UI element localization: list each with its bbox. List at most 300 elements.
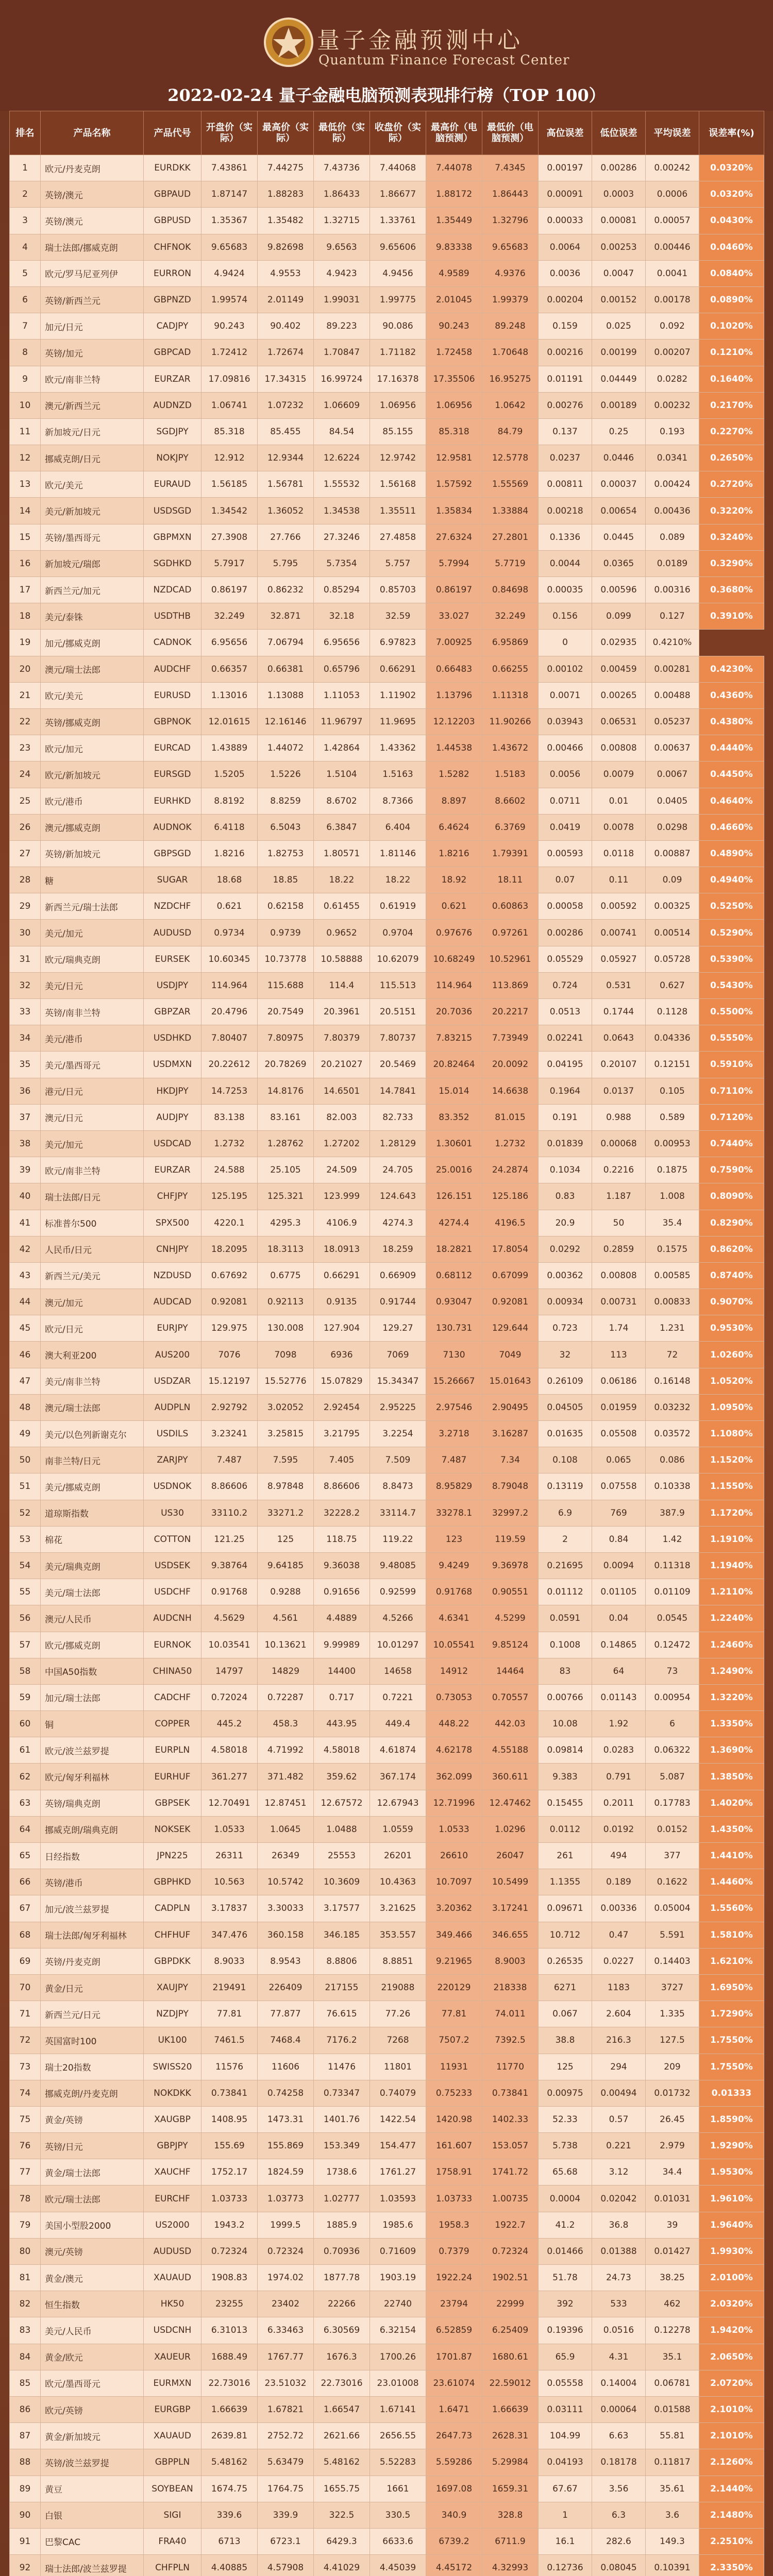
table-cell: EURDKK [144, 155, 201, 181]
table-cell: 0.01143 [592, 1684, 646, 1710]
table-cell: 22999 [482, 2291, 539, 2317]
table-cell: 114.4 [314, 972, 370, 998]
table-cell: 0.00975 [539, 2080, 592, 2106]
table-row [10, 708, 764, 735]
table-cell: 0.00216 [539, 340, 592, 366]
table-cell: SUGAR [144, 867, 201, 893]
table-cell: 12.912 [201, 445, 258, 471]
table-cell: GBPSGD [144, 840, 201, 867]
table-cell: 1.27202 [314, 1130, 370, 1157]
table-cell: 1655.75 [314, 2476, 370, 2502]
table-cell: 70 [10, 1974, 41, 2001]
table-cell: 0.11817 [646, 2449, 699, 2476]
table-cell: GBPZAR [144, 999, 201, 1025]
table-cell: 6711.9 [482, 2528, 539, 2554]
table-cell: 10.62079 [370, 946, 426, 972]
table-cell: 1.1720% [699, 1500, 764, 1526]
table-cell: 6.97823 [370, 630, 426, 656]
table-cell: 360.611 [482, 1764, 539, 1790]
table-cell: 72 [646, 1342, 699, 1368]
table-cell: 0.70936 [314, 2238, 370, 2264]
table-cell: 9.82698 [258, 234, 314, 260]
table-cell: 0.00811 [539, 471, 592, 498]
table-cell: 43 [10, 1262, 41, 1289]
table-cell: 61 [10, 1737, 41, 1764]
table-cell: XAUCHF [144, 2159, 201, 2185]
table-cell: 英镑/新西兰元 [41, 286, 144, 313]
table-cell: 114.964 [201, 972, 258, 998]
table-cell: 5.48162 [201, 2449, 258, 2476]
table-cell: 0.9739 [258, 920, 314, 946]
table-cell: USDTHB [144, 603, 201, 630]
table-cell: 1.72674 [258, 340, 314, 366]
table-cell: 1.9930% [699, 2238, 764, 2264]
table-cell: 欧元/南非兰特 [41, 1157, 144, 1183]
table-cell: 10.13621 [258, 1632, 314, 1658]
table-cell: 458.3 [258, 1711, 314, 1737]
table-cell: 0.3680% [699, 577, 764, 603]
table-cell: 1.7290% [699, 2001, 764, 2027]
table-cell: 挪威克朗/日元 [41, 445, 144, 471]
table-cell: AUDCAD [144, 1289, 201, 1315]
table-cell: 0.0036 [539, 260, 592, 286]
table-cell: 14 [10, 498, 41, 524]
table-cell: 7468.4 [258, 2027, 314, 2054]
table-cell: 糖 [41, 867, 144, 893]
table-cell: JPN225 [144, 1843, 201, 1869]
table-row [10, 234, 764, 260]
table-cell: 0.4210% [646, 630, 699, 656]
table-cell: 8.97848 [258, 1473, 314, 1500]
table-cell: CADCHF [144, 1684, 201, 1710]
table-cell: 0.0890% [699, 286, 764, 313]
table-cell: 1.0645 [258, 1816, 314, 1842]
table-cell: 18.2821 [426, 1236, 482, 1262]
table-cell: 0.0003 [592, 181, 646, 208]
table-cell: 125.195 [201, 1183, 258, 1210]
table-cell: 10.3609 [314, 1869, 370, 1895]
table-cell: 6429.3 [314, 2528, 370, 2554]
table-row [10, 286, 764, 313]
table-cell: 0.0591 [539, 1605, 592, 1632]
table-header-row [10, 111, 764, 155]
table-cell: 1.5205 [201, 761, 258, 788]
table-cell: 6.95656 [314, 630, 370, 656]
table-cell: 0.5430% [699, 972, 764, 998]
table-cell: 5.7917 [201, 550, 258, 577]
table-cell: 0.72324 [258, 2238, 314, 2264]
table-cell: 0.7110% [699, 1078, 764, 1104]
table-cell: CHINA50 [144, 1658, 201, 1684]
table-cell: 1985.6 [370, 2212, 426, 2238]
table-cell: 20.0092 [482, 1052, 539, 1078]
table-cell: 挪威克朗/丹麦克朗 [41, 2080, 144, 2106]
table-cell: 0.0056 [539, 761, 592, 788]
table-cell: 0.01959 [592, 1394, 646, 1420]
table-cell: 9 [10, 366, 41, 392]
table-cell: 黄金/日元 [41, 1974, 144, 2001]
table-cell: 3.23241 [201, 1421, 258, 1447]
table-cell: 47 [10, 1368, 41, 1394]
table-row [10, 1658, 764, 1684]
table-cell: 24.509 [314, 1157, 370, 1183]
table-cell: CHFJPY [144, 1183, 201, 1210]
table-cell: 1.03733 [201, 2185, 258, 2212]
column-header: 最高价（实际） [258, 111, 314, 155]
table-cell: 18 [10, 603, 41, 630]
table-cell: 7098 [258, 1342, 314, 1368]
table-cell: 6.3847 [314, 814, 370, 840]
table-cell: 1.2240% [699, 1605, 764, 1632]
table-cell: 1.74 [592, 1315, 646, 1342]
table-cell: 0.5390% [699, 946, 764, 972]
table-cell: 4.61874 [370, 1737, 426, 1764]
table-cell: 339.9 [258, 2502, 314, 2528]
table-cell: 9.38764 [201, 1552, 258, 1579]
table-cell: 1.70847 [314, 340, 370, 366]
table-cell: 0.66291 [370, 656, 426, 682]
table-cell: 41 [10, 1210, 41, 1236]
table-cell: 4.58018 [314, 1737, 370, 1764]
table-cell: 1.67821 [258, 2396, 314, 2422]
table-cell: 0.00058 [539, 893, 592, 920]
table-cell: 欧元/日元 [41, 1315, 144, 1342]
table-cell: 美元/墨西哥元 [41, 1052, 144, 1078]
table-cell: US2000 [144, 2212, 201, 2238]
table-cell: 7.487 [201, 1447, 258, 1473]
table-cell: 9.383 [539, 1764, 592, 1790]
table-cell: 0.791 [592, 1764, 646, 1790]
table-cell: 353.557 [370, 1922, 426, 1948]
table-cell: USDJPY [144, 972, 201, 998]
table-cell: 铜 [41, 1711, 144, 1737]
table-cell: 64 [592, 1658, 646, 1684]
table-cell: 18.0913 [314, 1236, 370, 1262]
table-cell: 0.0282 [646, 366, 699, 392]
table-cell: GBPUSD [144, 208, 201, 234]
table-cell: 22.59012 [482, 2370, 539, 2396]
table-cell: 1.43672 [482, 735, 539, 761]
table-cell: 1183 [592, 1974, 646, 2001]
table-cell: 64 [10, 1816, 41, 1842]
table-cell: 24.705 [370, 1157, 426, 1183]
table-cell: 1.0533 [426, 1816, 482, 1842]
table-cell: 65.9 [539, 2344, 592, 2370]
table-cell: 4.45039 [370, 2555, 426, 2576]
table-cell: 1903.19 [370, 2265, 426, 2291]
table-cell: 0.05529 [539, 946, 592, 972]
table-cell: 28 [10, 867, 41, 893]
table-cell: 9.6563 [314, 234, 370, 260]
table-cell: 15.26667 [426, 1368, 482, 1394]
table-cell: 82.733 [370, 1104, 426, 1130]
table-row [10, 999, 764, 1025]
table-cell: 10.03541 [201, 1632, 258, 1658]
table-cell: 40 [10, 1183, 41, 1210]
table-cell: 1.187 [592, 1183, 646, 1210]
table-cell: 0.03232 [646, 1394, 699, 1420]
table-cell: 欧元/波兰兹罗提 [41, 1737, 144, 1764]
table-cell: 2.92454 [314, 1394, 370, 1420]
table-cell: 443.95 [314, 1711, 370, 1737]
table-row [10, 1974, 764, 2001]
table-cell: 1402.33 [482, 2106, 539, 2132]
table-cell: 0.68112 [426, 1262, 482, 1289]
table-cell: 0.0047 [592, 260, 646, 286]
table-cell: 0.0067 [646, 761, 699, 788]
table-cell: 7.43861 [201, 155, 258, 181]
table-cell: 0.8290% [699, 1210, 764, 1236]
table-cell: 18.92 [426, 867, 482, 893]
table-cell: 5.29984 [482, 2449, 539, 2476]
table-cell: 0.73347 [314, 2080, 370, 2106]
table-cell: 1.92 [592, 1711, 646, 1737]
table-cell: 0.62158 [258, 893, 314, 920]
table-row [10, 867, 764, 893]
table-cell: 3.17837 [201, 1895, 258, 1922]
table-cell: 0.13119 [539, 1473, 592, 1500]
column-header: 产品名称 [41, 111, 144, 155]
table-cell: 3 [10, 208, 41, 234]
table-cell: 11.9695 [370, 708, 426, 735]
table-cell: 0.4380% [699, 708, 764, 735]
table-cell: 0.4360% [699, 682, 764, 708]
table-cell: 125.321 [258, 1183, 314, 1210]
table-cell: 15.01643 [482, 1368, 539, 1394]
table-cell: 0.00637 [646, 735, 699, 761]
table-row [10, 656, 764, 682]
table-cell: 0.2859 [592, 1236, 646, 1262]
table-cell: 0.621 [426, 893, 482, 920]
table-row [10, 418, 764, 445]
table-row [10, 1394, 764, 1420]
table-cell: 7.595 [258, 1447, 314, 1473]
ranking-table-wrap [9, 111, 764, 2576]
table-cell: 0.0237 [539, 445, 592, 471]
table-cell: 0.0112 [539, 1816, 592, 1842]
table-cell: 0.00232 [646, 392, 699, 418]
table-cell: 0.25 [592, 418, 646, 445]
table-row [10, 893, 764, 920]
table-cell: 125 [258, 1526, 314, 1552]
table-cell: 0.12472 [646, 1632, 699, 1658]
table-cell: 4196.5 [482, 1210, 539, 1236]
table-cell: 123 [426, 1526, 482, 1552]
table-cell: 87 [10, 2423, 41, 2449]
table-cell: NZDCAD [144, 577, 201, 603]
table-cell: 0.00265 [592, 682, 646, 708]
table-cell: 14797 [201, 1658, 258, 1684]
table-cell: 115.688 [258, 972, 314, 998]
table-cell: 0.6775 [258, 1262, 314, 1289]
table-cell: 0.4440% [699, 735, 764, 761]
table-cell: 7.487 [426, 1447, 482, 1473]
table-cell: 6.404 [370, 814, 426, 840]
table-cell: 1.3690% [699, 1737, 764, 1764]
table-cell: 7076 [201, 1342, 258, 1368]
table-cell: 2.0320% [699, 2291, 764, 2317]
table-cell: 美元/新加坡元 [41, 498, 144, 524]
table-cell: 77.877 [258, 2001, 314, 2027]
table-cell: 白银 [41, 2502, 144, 2528]
table-cell: 4.40885 [201, 2555, 258, 2576]
table-cell: 3.17577 [314, 1895, 370, 1922]
table-cell: 0.089 [646, 524, 699, 550]
table-cell: 6.25409 [482, 2317, 539, 2344]
table-cell: 0.2650% [699, 445, 764, 471]
table-cell: 0.1020% [699, 313, 764, 340]
table-cell: 25.0016 [426, 1157, 482, 1183]
table-cell: 1764.75 [258, 2476, 314, 2502]
table-cell: 67 [10, 1895, 41, 1922]
table-cell: 226409 [258, 1974, 314, 2001]
table-cell: 5.7719 [482, 550, 539, 577]
table-cell: 0.00494 [592, 2080, 646, 2106]
table-cell: 1.8216 [201, 840, 258, 867]
table-cell: 1.55532 [314, 471, 370, 498]
table-cell: NOKDKK [144, 2080, 201, 2106]
table-cell: 22740 [370, 2291, 426, 2317]
table-cell: 26349 [258, 1843, 314, 1869]
table-row [10, 208, 764, 234]
table-cell: 88 [10, 2449, 41, 2476]
table-cell: 0.01333 [699, 2080, 764, 2106]
table-cell: 14464 [482, 1658, 539, 1684]
column-header: 最高价（电脑预测） [426, 111, 482, 155]
table-cell: 44 [10, 1289, 41, 1315]
table-cell: 11770 [482, 2054, 539, 2080]
table-cell: 0.85703 [370, 577, 426, 603]
table-cell: EURUSD [144, 682, 201, 708]
table-cell: HK50 [144, 2291, 201, 2317]
table-cell: 1908.83 [201, 2265, 258, 2291]
table-cell: 35.1 [646, 2344, 699, 2370]
table-cell: 77.81 [426, 2001, 482, 2027]
table-cell: CADJPY [144, 313, 201, 340]
table-cell: 0.00514 [646, 920, 699, 946]
table-cell: 82 [10, 2291, 41, 2317]
table-cell: 0.0041 [646, 260, 699, 286]
table-cell: 6713 [201, 2528, 258, 2554]
table-cell: 0.00204 [539, 286, 592, 313]
table-cell: 1.88283 [258, 181, 314, 208]
table-cell: 1.8590% [699, 2106, 764, 2132]
table-cell: 359.62 [314, 1764, 370, 1790]
table-cell: 1.07232 [258, 392, 314, 418]
table-cell: 6936 [314, 1342, 370, 1368]
table-cell: 1.4350% [699, 1816, 764, 1842]
table-cell: 1.0520% [699, 1368, 764, 1394]
table-cell: 32 [10, 972, 41, 998]
table-cell: 5.757 [370, 550, 426, 577]
table-cell: 0.065 [592, 1447, 646, 1473]
table-cell: 12.67572 [314, 1790, 370, 1816]
table-cell: 1688.49 [201, 2344, 258, 2370]
table-cell: 18.3113 [258, 1236, 314, 1262]
table-cell: 1.0488 [314, 1816, 370, 1842]
table-cell: 2.2510% [699, 2528, 764, 2554]
table-cell: 0.19396 [539, 2317, 592, 2344]
table-cell: SPX500 [144, 1210, 201, 1236]
table-cell: 1.1910% [699, 1526, 764, 1552]
table-cell: 23 [10, 735, 41, 761]
table-cell: 6.4118 [201, 814, 258, 840]
table-cell: 0.221 [592, 2133, 646, 2159]
table-cell: 32.59 [370, 603, 426, 630]
table-cell: 0.08045 [592, 2555, 646, 2576]
table-cell: 8.8259 [258, 788, 314, 814]
table-cell: 26047 [482, 1843, 539, 1869]
table-cell: 1.06956 [426, 392, 482, 418]
table-cell: 0.01388 [592, 2238, 646, 2264]
table-cell: 89.223 [314, 313, 370, 340]
table-cell: 129.975 [201, 1315, 258, 1342]
table-cell: 0.21695 [539, 1552, 592, 1579]
table-cell: 11.96797 [314, 708, 370, 735]
table-cell: 0.5500% [699, 999, 764, 1025]
table-row [10, 181, 764, 208]
table-cell: 7.509 [370, 1447, 426, 1473]
table-cell: 0.00741 [592, 920, 646, 946]
table-cell: 0.988 [592, 1104, 646, 1130]
table-cell: 1408.95 [201, 2106, 258, 2132]
table-cell: 0.724 [539, 972, 592, 998]
table-cell: 0.0643 [592, 1025, 646, 1052]
table-cell: 瑞士法郎/挪威克朗 [41, 234, 144, 260]
table-cell: 1.81146 [370, 840, 426, 867]
table-cell: 1.2732 [201, 1130, 258, 1157]
table-cell: 巴黎CAC [41, 2528, 144, 2554]
table-cell: 澳大利亚200 [41, 1342, 144, 1368]
table-cell: 0.10338 [646, 1473, 699, 1500]
table-cell: 1.5810% [699, 1922, 764, 1948]
table-cell: 9.99989 [314, 1632, 370, 1658]
table-cell: 0.06531 [592, 708, 646, 735]
table-cell: 37 [10, 1104, 41, 1130]
table-cell: GBPCAD [144, 340, 201, 366]
table-cell: 0.0118 [592, 840, 646, 867]
table-row [10, 2449, 764, 2476]
table-cell: 0.1875 [646, 1157, 699, 1183]
table-cell: 52.33 [539, 2106, 592, 2132]
table-cell: 1.87147 [201, 181, 258, 208]
table-row [10, 761, 764, 788]
table-cell: 黄金/瑞士法郎 [41, 2159, 144, 2185]
table-cell: 62 [10, 1764, 41, 1790]
table-cell: 0.4640% [699, 788, 764, 814]
table-cell: 0.00833 [646, 1289, 699, 1315]
table-cell: 14912 [426, 1658, 482, 1684]
table-cell: 8.897 [426, 788, 482, 814]
table-cell: 黄金/英镑 [41, 2106, 144, 2132]
table-cell: 51.78 [539, 2265, 592, 2291]
table-cell: 0.0283 [592, 1737, 646, 1764]
table-cell: 0.0298 [646, 814, 699, 840]
table-cell: 2621.66 [314, 2423, 370, 2449]
table-cell: 0.0460% [699, 234, 764, 260]
table-cell: 220129 [426, 1974, 482, 2001]
table-cell: 26311 [201, 1843, 258, 1869]
table-cell: 90.086 [370, 313, 426, 340]
table-cell: 0.2216 [592, 1157, 646, 1183]
table-cell: 0.66381 [258, 656, 314, 682]
table-cell: 27.2801 [482, 524, 539, 550]
table-cell: 4.62178 [426, 1737, 482, 1764]
table-cell: 4.9456 [370, 260, 426, 286]
table-cell: 20.5151 [370, 999, 426, 1025]
table-cell: 0.5250% [699, 893, 764, 920]
table-cell: 0.09671 [539, 1895, 592, 1922]
